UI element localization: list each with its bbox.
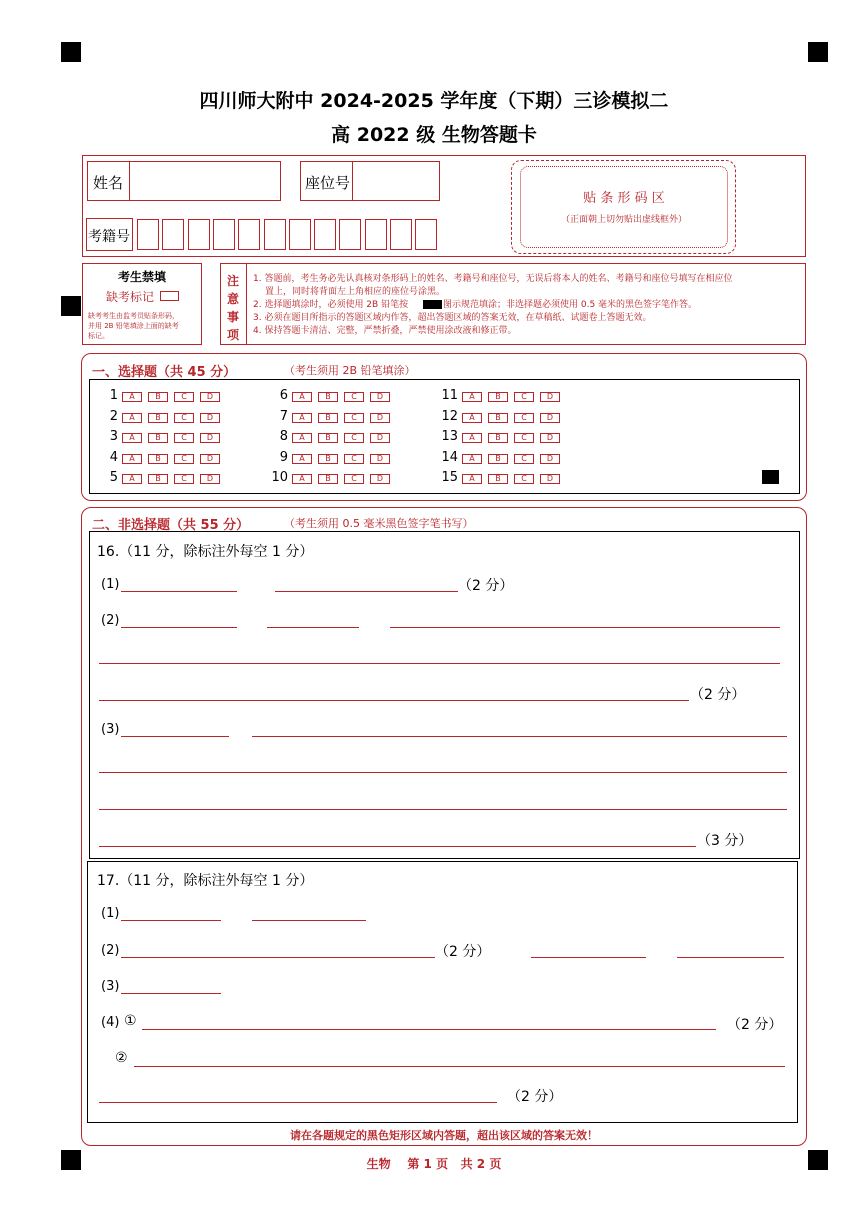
mc-option-d-bubble[interactable]: D [200, 392, 220, 402]
mc-option-b-bubble[interactable]: B [488, 392, 508, 402]
exam-id-digit-box[interactable] [213, 219, 235, 250]
barcode-note: （正面朝上切勿贴出虚线框外） [560, 215, 687, 225]
mc-option-c-bubble[interactable]: C [344, 474, 364, 484]
q17-blank-2c[interactable] [677, 957, 784, 958]
notice-side-2: 意 [227, 292, 240, 306]
mc-option-d-bubble[interactable]: D [200, 433, 220, 443]
mc-question-number: 15 [441, 470, 458, 485]
exam-id-digit-box[interactable] [188, 219, 210, 250]
mc-option-a-bubble[interactable]: A [462, 433, 482, 443]
barcode-inner [520, 166, 728, 248]
mc-option-a-bubble[interactable]: A [122, 392, 142, 402]
q16-blank-3e[interactable] [99, 846, 696, 847]
notice-item-2b: 图示规范填涂；非选择题必须使用 0.5 毫米的黑色签字笔作答。 [443, 300, 698, 310]
q17-blank-1b[interactable] [252, 920, 366, 921]
mc-question-number: 10 [271, 470, 288, 485]
q17-circle-1: ① [124, 1013, 137, 1029]
exam-id-digit-box[interactable] [390, 219, 412, 250]
mc-question-number: 14 [441, 450, 458, 465]
q16-part1-points: （2 分） [458, 578, 514, 594]
notice-item-3: 3. 必须在题目所指示的答题区域内作答，超出答题区域的答案无效，在草稿纸、试题卷上答题无效。 [253, 313, 652, 323]
mc-option-b-bubble[interactable]: B [318, 392, 338, 402]
mc-option-c-bubble[interactable]: C [514, 474, 534, 484]
mc-option-c-bubble[interactable]: C [514, 413, 534, 423]
notice-divider [246, 263, 247, 345]
mc-option-d-bubble[interactable]: D [200, 413, 220, 423]
seat-label: 座位号 [305, 174, 351, 192]
mc-option-a-bubble[interactable]: A [462, 454, 482, 464]
barcode-title: 贴 条 形 码 区 [583, 191, 665, 206]
forbidden-note-1: 缺考考生由监考员贴条形码， [88, 312, 179, 320]
exam-id-digit-box[interactable] [137, 219, 159, 250]
mc-option-a-bubble[interactable]: A [292, 433, 312, 443]
exam-id-digit-box[interactable] [339, 219, 361, 250]
notice-side-1: 注 [227, 274, 240, 288]
mc-option-b-bubble[interactable]: B [318, 474, 338, 484]
mc-question-number: 9 [279, 450, 288, 465]
notice-item-1a: 1. 答题前，考生务必先认真核对条形码上的姓名、考籍号和座位号，无误后将本人的姓名、考籍号和座位号填写在相应位 [253, 274, 733, 284]
mc-option-b-bubble[interactable]: B [318, 454, 338, 464]
q17-blank-4a[interactable] [142, 1029, 716, 1030]
q17-blank-4c[interactable] [99, 1102, 497, 1103]
mc-option-d-bubble[interactable]: D [200, 474, 220, 484]
mc-option-b-bubble[interactable]: B [318, 433, 338, 443]
q17-part4-points-a: （2 分） [727, 1017, 783, 1033]
free-section-note: （考生须用 0.5 毫米黑色签字笔书写） [284, 517, 474, 530]
q16-blank-3d[interactable] [99, 809, 787, 810]
mc-option-a-bubble[interactable]: A [122, 413, 142, 423]
forbidden-note-2: 并用 2B 铅笔填涂上面的缺考 [88, 322, 179, 330]
mc-option-b-bubble[interactable]: B [488, 474, 508, 484]
q17-circle-2: ② [115, 1050, 128, 1066]
mc-timing-mark [762, 470, 779, 484]
q16-blank-2c[interactable] [390, 627, 780, 628]
free-section-title: 二、非选择题（共 55 分） [92, 518, 250, 533]
q16-blank-3a[interactable] [121, 736, 229, 737]
answer-area-warning: 请在各题规定的黑色矩形区域内答题，超出该区域的答案无效！ [290, 1129, 598, 1142]
seat-divider [352, 161, 353, 201]
page-footer: 生物 第 1 页 共 2 页 [366, 1157, 502, 1171]
mc-option-d-bubble[interactable]: D [540, 474, 560, 484]
mc-question-number: 4 [109, 450, 118, 465]
mc-option-d-bubble[interactable]: D [540, 392, 560, 402]
exam-id-digit-box[interactable] [162, 219, 184, 250]
q16-part2-label: (2) [101, 613, 120, 628]
q16-blank-2b[interactable] [267, 627, 359, 628]
mc-option-d-bubble[interactable]: D [370, 433, 390, 443]
mc-option-d-bubble[interactable]: D [370, 474, 390, 484]
q16-blank-3c[interactable] [99, 772, 787, 773]
name-label: 姓名 [93, 174, 124, 192]
mc-option-c-bubble[interactable]: C [514, 454, 534, 464]
mc-option-a-bubble[interactable]: A [122, 433, 142, 443]
q16-part3-points: （3 分） [697, 833, 753, 849]
mc-option-a-bubble[interactable]: A [122, 474, 142, 484]
forbidden-title: 考生禁填 [117, 270, 166, 284]
q17-part2-points: （2 分） [435, 944, 491, 960]
mc-option-a-bubble[interactable]: A [292, 474, 312, 484]
registration-mark-left [61, 296, 81, 316]
mc-question-number: 13 [441, 429, 458, 444]
mc-section-title: 一、选择题（共 45 分） [92, 365, 237, 380]
page-title: 四川师大附中 2024-2025 学年度（下期）三诊模拟二 [199, 90, 669, 112]
q16-blank-3b[interactable] [252, 736, 787, 737]
mc-question-number: 5 [109, 470, 118, 485]
mc-option-a-bubble[interactable]: A [122, 454, 142, 464]
mc-option-b-bubble[interactable]: B [148, 474, 168, 484]
mc-option-b-bubble[interactable]: B [488, 454, 508, 464]
mc-option-c-bubble[interactable]: C [174, 392, 194, 402]
mc-option-d-bubble[interactable]: D [370, 413, 390, 423]
mc-option-d-bubble[interactable]: D [540, 433, 560, 443]
mc-section-note: （考生须用 2B 铅笔填涂） [284, 364, 416, 377]
q16-blank-2d[interactable] [99, 663, 780, 664]
exam-id-digit-box[interactable] [314, 219, 336, 250]
q17-area [87, 861, 798, 1123]
exam-id-digit-box[interactable] [264, 219, 286, 250]
notice-item-4: 4. 保持答题卡清洁、完整，严禁折叠，严禁使用涂改液和修正带。 [253, 326, 517, 336]
q17-part4-label: (4) [101, 1015, 120, 1030]
mc-option-c-bubble[interactable]: C [344, 413, 364, 423]
name-divider [129, 161, 130, 201]
mc-option-c-bubble[interactable]: C [174, 413, 194, 423]
mc-option-c-bubble[interactable]: C [344, 392, 364, 402]
fill-example-swatch [423, 300, 442, 309]
mc-option-d-bubble[interactable]: D [370, 454, 390, 464]
mc-option-b-bubble[interactable]: B [148, 454, 168, 464]
mc-option-c-bubble[interactable]: C [514, 392, 534, 402]
q17-title: 17.（11 分，除标注外每空 1 分） [97, 873, 314, 889]
exam-id-digit-box[interactable] [289, 219, 311, 250]
mc-option-c-bubble[interactable]: C [344, 433, 364, 443]
mc-question-number: 11 [441, 388, 458, 403]
mc-option-d-bubble[interactable]: D [370, 392, 390, 402]
q17-part3-label: (3) [101, 979, 120, 994]
mc-option-a-bubble[interactable]: A [292, 392, 312, 402]
forbidden-note-3: 标记。 [88, 332, 109, 340]
notice-item-2a: 2. 选择题填涂时，必须使用 2B 铅笔按 [253, 300, 409, 310]
mc-option-d-bubble[interactable]: D [540, 454, 560, 464]
mc-option-d-bubble[interactable]: D [540, 413, 560, 423]
q16-part1-label: (1) [101, 577, 120, 592]
q17-blank-3a[interactable] [121, 993, 221, 994]
mc-option-a-bubble[interactable]: A [292, 413, 312, 423]
q16-blank-1b[interactable] [275, 591, 458, 592]
q17-part4-points-b: （2 分） [507, 1089, 563, 1105]
mc-option-a-bubble[interactable]: A [462, 413, 482, 423]
mc-question-number: 8 [279, 429, 288, 444]
exam-id-digit-box[interactable] [238, 219, 260, 250]
q16-part2-points: （2 分） [690, 687, 746, 703]
mc-option-c-bubble[interactable]: C [174, 454, 194, 464]
mc-question-number: 12 [441, 409, 458, 424]
mc-option-b-bubble[interactable]: B [148, 392, 168, 402]
q16-title: 16.（11 分，除标注外每空 1 分） [97, 544, 314, 560]
registration-mark-top-right [808, 42, 828, 62]
q16-part3-label: (3) [101, 722, 120, 737]
q17-blank-2b[interactable] [531, 957, 646, 958]
q17-blank-1a[interactable] [121, 920, 221, 921]
mc-option-c-bubble[interactable]: C [344, 454, 364, 464]
mc-option-a-bubble[interactable]: A [462, 474, 482, 484]
absent-mark-box[interactable] [160, 291, 179, 301]
mc-option-b-bubble[interactable]: B [488, 413, 508, 423]
mc-option-b-bubble[interactable]: B [148, 433, 168, 443]
mc-question-number: 2 [109, 409, 118, 424]
mc-question-number: 7 [279, 409, 288, 424]
mc-question-number: 3 [109, 429, 118, 444]
mc-option-a-bubble[interactable]: A [462, 392, 482, 402]
mc-option-c-bubble[interactable]: C [514, 433, 534, 443]
exam-id-digit-box[interactable] [415, 219, 437, 250]
mc-question-number: 6 [279, 388, 288, 403]
registration-mark-top-left [61, 42, 81, 62]
q17-part1-label: (1) [101, 906, 120, 921]
mc-option-b-bubble[interactable]: B [488, 433, 508, 443]
exam-id-label: 考籍号 [88, 229, 130, 245]
notice-side-3: 事 [227, 310, 240, 324]
absent-label: 缺考标记 [106, 290, 155, 304]
exam-id-digit-box[interactable] [365, 219, 387, 250]
mc-option-c-bubble[interactable]: C [174, 433, 194, 443]
q16-blank-1a[interactable] [121, 591, 237, 592]
mc-option-d-bubble[interactable]: D [200, 454, 220, 464]
mc-option-b-bubble[interactable]: B [148, 413, 168, 423]
mc-option-a-bubble[interactable]: A [292, 454, 312, 464]
notice-item-1b: 置上，同时将背面左上角相应的座位号涂黑。 [265, 287, 446, 297]
q17-part2-label: (2) [101, 943, 120, 958]
page-subtitle: 高 2022 级 生物答题卡 [331, 124, 537, 146]
q16-blank-2a[interactable] [121, 627, 237, 628]
q17-blank-4b[interactable] [134, 1066, 785, 1067]
notice-side-4: 项 [227, 328, 240, 342]
mc-option-c-bubble[interactable]: C [174, 474, 194, 484]
q16-blank-2e[interactable] [99, 700, 689, 701]
q17-blank-2a[interactable] [121, 957, 435, 958]
mc-question-number: 1 [109, 388, 118, 403]
mc-option-b-bubble[interactable]: B [318, 413, 338, 423]
